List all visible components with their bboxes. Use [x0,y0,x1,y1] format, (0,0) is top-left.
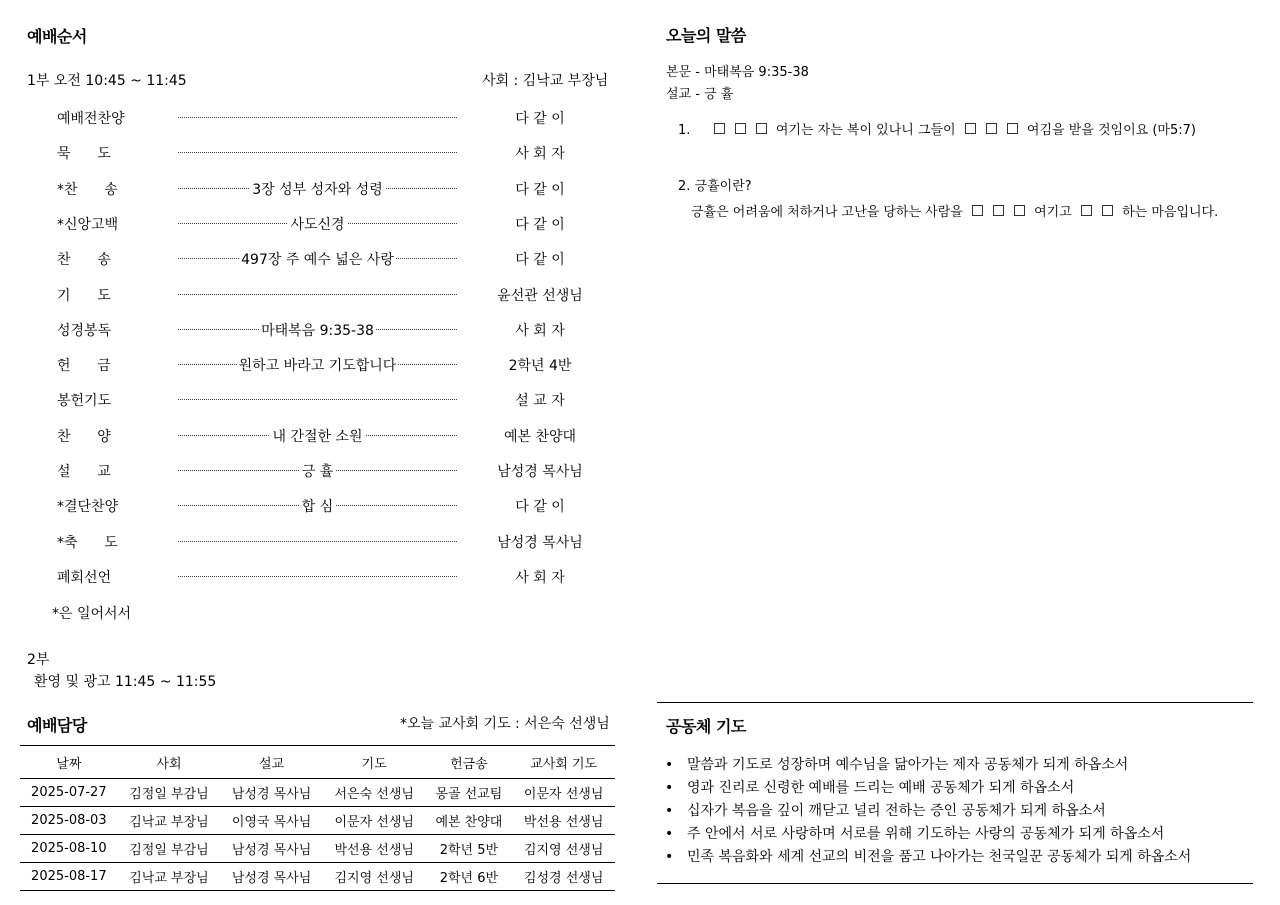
cell-date: 2025-08-10 [20,835,118,863]
cell-host: 김정일 부감님 [118,835,221,863]
cell-teacher-prayer: 김지영 선생님 [512,835,615,863]
blank-box [1081,205,1092,216]
order-item-person: 윤선관 선생님 [497,287,583,304]
order-item-detail [178,320,457,340]
question-1-part-b: 여김을 받을 것임이요 (마5:7) [1026,123,1196,138]
dotted-leader [178,541,457,542]
list-item [0,567,640,587]
word-sermon: 설교 - 긍 휼 [666,87,734,102]
bullet-icon: • [665,757,674,773]
order-item-label: 성경봉독 [57,322,112,339]
cell-teacher-prayer: 김성경 선생님 [512,863,615,891]
table-row [20,807,615,835]
service1-time: 1부 오전 10:45 ~ 11:45 [27,73,187,89]
order-item-label: *찬 송 [57,181,118,198]
bullet-icon: • [665,826,674,842]
dotted-leader [178,152,457,153]
list-item: • 말씀과 기도로 성장하며 예수님을 닮아가는 제자 공동체가 되게 하옵소서 [665,757,1129,773]
question-1-number: 1. [678,123,691,138]
order-item-label: 봉헌기도 [57,393,112,410]
order-item-label: 찬 송 [57,252,111,269]
bullet-icon: • [665,803,674,819]
dotted-leader [178,294,457,295]
order-item-label: 헌 금 [57,358,111,375]
dotted-leader [178,576,457,577]
order-title: 예배순서 [27,27,87,46]
service2-title: 2부 [27,652,50,668]
col-teacher-prayer: 교사회 기도 [512,746,615,779]
order-item-person: 다 같 이 [515,181,565,198]
order-item-person: 사 회 자 [515,146,565,163]
cell-sermon: 남성경 목사님 [220,863,323,891]
col-sermon: 설교 [220,746,323,779]
blank-box [986,123,997,134]
question-2-part-b: 여기고 [1034,205,1072,220]
bullet-icon: • [665,780,674,796]
cell-teacher-prayer: 이문자 선생님 [512,779,615,807]
order-item-person: 2학년 4반 [508,358,572,375]
order-item-detail-text: 마태복음 9:35-38 [261,322,374,339]
order-item-person: 남성경 목사님 [497,534,583,551]
duty-header-row [20,746,615,779]
blank-box [972,205,983,216]
order-item-label: 묵 도 [57,146,111,163]
list-item [0,214,640,234]
question-2-part-a: 긍휼은 어려움에 처하거나 고난을 당하는 사람을 [691,205,963,220]
cell-offering-song: 2학년 5반 [426,835,513,863]
service-host: 사회 : 김낙교 부장님 [482,73,609,89]
order-item-detail-text: 사도신경 [290,216,345,233]
bullet-icon: • [665,849,674,865]
order-item-label: 폐회선언 [57,569,112,586]
prayer-bottom-rule [657,883,1253,884]
order-item-person: 다 같 이 [515,499,565,516]
blank-box [1102,205,1113,216]
question-2-answer [691,201,1218,220]
table-row [20,835,615,863]
cell-prayer: 서은숙 선생님 [323,779,426,807]
order-item-detail-text: 원하고 바라고 기도합니다 [238,358,397,375]
question-2: 2. 긍휼이란? [678,179,752,194]
order-item-person: 다 같 이 [515,252,565,269]
order-item-detail-text: 긍 휼 [301,464,334,480]
list-item [0,390,640,410]
list-item [0,108,640,128]
order-item-detail-text: 497장 주 예수 넓은 사랑 [241,252,394,269]
word-title: 오늘의 말씀 [666,26,746,45]
list-item: • 민족 복음화와 세계 선교의 비전을 품고 나아가는 천국일꾼 공동체가 되게 하옵소서 [665,849,1192,865]
col-offering-song: 헌금송 [426,746,513,779]
col-date: 날짜 [20,746,118,779]
order-item-label: *신앙고백 [57,216,119,233]
list-item [0,179,640,199]
cell-prayer: 이문자 선생님 [323,807,426,835]
order-item-detail [178,355,457,375]
order-item-label: 기 도 [57,287,111,304]
cell-sermon: 남성경 목사님 [220,779,323,807]
list-item [0,320,640,340]
order-item-detail [178,214,457,234]
cell-host: 김낙교 부장님 [118,863,221,891]
list-item [0,461,640,481]
order-item-detail [178,461,457,481]
cell-date: 2025-07-27 [20,779,118,807]
order-item-person: 설 교 자 [515,393,565,410]
prayer-list [665,754,1191,869]
word-text: 본문 - 마태복음 9:35-38 [666,65,809,80]
order-item-detail [178,179,457,199]
order-item-person: 사 회 자 [515,569,565,586]
cell-offering-song: 2학년 6반 [426,863,513,891]
blank-box [1007,123,1018,134]
blank-box [714,123,725,134]
cell-date: 2025-08-03 [20,807,118,835]
order-item-detail-text: 3장 성부 성자와 성령 [252,181,383,198]
duty-title: 예배담당 [27,716,87,735]
prayer-title: 공동체 기도 [666,717,746,736]
order-item-person: 다 같 이 [515,216,565,233]
list-item [0,249,640,269]
list-item [0,143,640,163]
cell-offering-song: 몽골 선교팀 [426,779,513,807]
cell-prayer: 박선용 선생님 [323,835,426,863]
cell-host: 김낙교 부장님 [118,807,221,835]
list-item: • 주 안에서 서로 사랑하며 서로를 위해 기도하는 사랑의 공동체가 되게 하옵소서 [665,826,1165,842]
list-item: • 영과 진리로 신령한 예배를 드리는 예배 공동체가 되게 하옵소서 [665,780,1075,796]
blank-box [1014,205,1025,216]
order-item-person: 다 같 이 [515,111,565,127]
blank-box [965,123,976,134]
order-item-label: 예배전찬양 [57,111,125,127]
col-prayer: 기도 [323,746,426,779]
prayer-top-rule [657,702,1253,703]
cell-sermon: 이영국 목사님 [220,807,323,835]
list-item [0,426,640,446]
cell-teacher-prayer: 박선용 선생님 [512,807,615,835]
dotted-leader [178,399,457,400]
list-item [0,532,640,552]
blank-box [735,123,746,134]
blank-box [993,205,1004,216]
table-row [20,863,615,891]
list-item: • 십자가 복음을 깊이 깨닫고 널리 전하는 증인 공동체가 되게 하옵소서 [665,803,1106,819]
cell-sermon: 남성경 목사님 [220,835,323,863]
service2-detail: 환영 및 광고 11:45 ~ 11:55 [34,674,217,690]
list-item [0,285,640,305]
cell-prayer: 김지영 선생님 [323,863,426,891]
order-item-label: *축 도 [57,534,118,551]
order-item-detail [178,496,457,516]
order-item-label: 찬 양 [57,428,111,445]
duty-table [20,745,615,891]
order-item-person: 사 회 자 [515,322,565,339]
cell-host: 김정일 부감님 [118,779,221,807]
order-item-detail [178,426,457,446]
question-1-part-a: 여기는 자는 복이 있나니 그들이 [775,123,956,138]
list-item [0,496,640,516]
order-item-label: *결단찬양 [57,499,119,516]
order-item-person: 예본 찬양대 [503,428,577,445]
today-prayer-note: *오늘 교사회 기도 : 서은숙 선생님 [400,716,610,732]
col-host: 사회 [118,746,221,779]
order-item-detail [178,249,457,269]
cell-date: 2025-08-17 [20,863,118,891]
question-1 [678,119,1196,138]
order-item-person: 남성경 목사님 [497,464,583,480]
dotted-leader [178,117,457,118]
question-2-part-c: 하는 마음입니다. [1122,205,1219,220]
list-item [0,355,640,375]
order-item-label: 설 교 [57,464,111,480]
table-row [20,779,615,807]
order-item-detail-text: 합 심 [301,499,334,516]
cell-offering-song: 예본 찬양대 [426,807,513,835]
standing-note: *은 일어서서 [52,606,132,622]
blank-box [756,123,767,134]
order-item-detail-text: 내 간절한 소원 [272,428,363,445]
